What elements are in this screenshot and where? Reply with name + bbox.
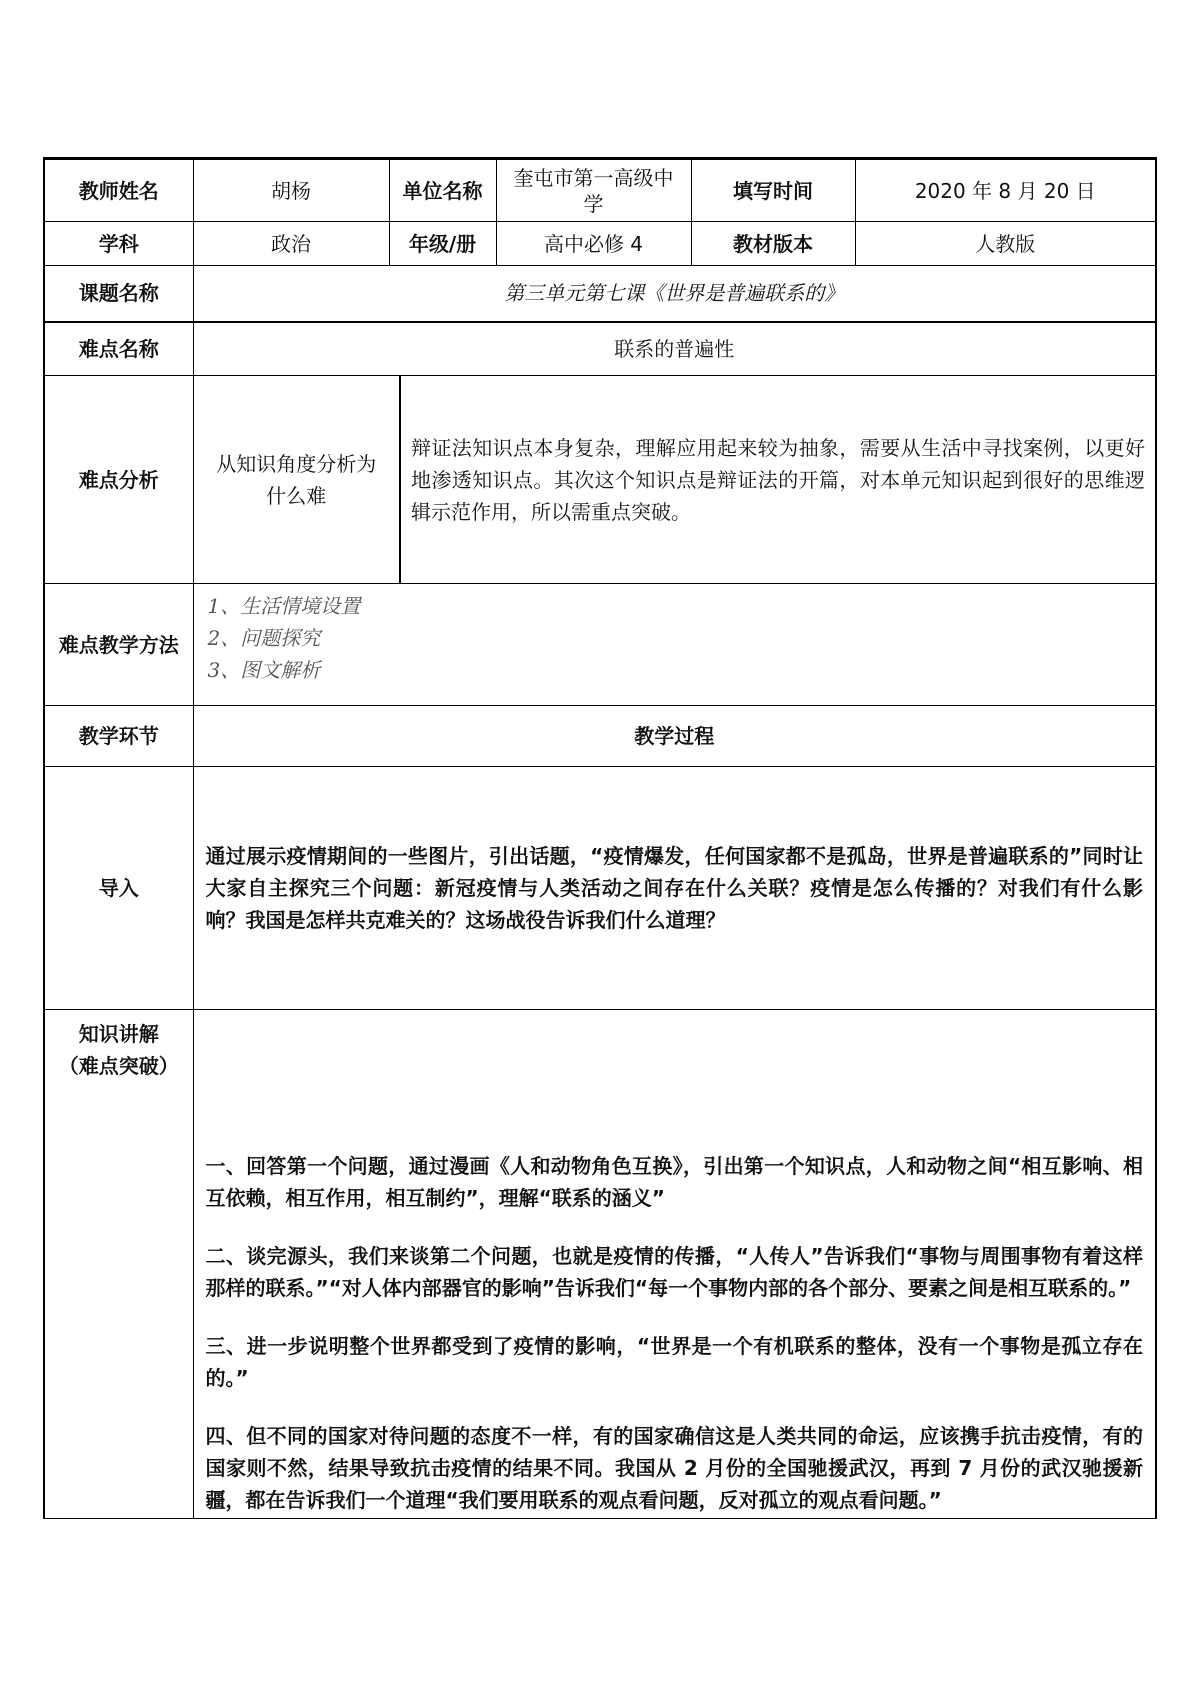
teacher-name-value: 胡杨: [193, 159, 389, 222]
analysis-label: 难点分析: [44, 376, 193, 584]
knowledge-paragraph: 三、进一步说明整个世界都受到了疫情的影响，“世界是一个有机联系的整体，没有一个事物是孤立存在的。”: [205, 1334, 1143, 1390]
method-item: 1、生活情境设置: [207, 594, 361, 618]
intro-label: 导入: [44, 767, 193, 1010]
subject-value: 政治: [193, 222, 389, 266]
analysis-text: 辩证法知识点本身复杂，理解应用起来较为抽象，需要从生活中寻找案例，以更好地渗透知识点。其次这个知识点是辩证法的开篇，对本单元知识起到很好的思维逻辑示范作用，所以需重点突破。: [400, 376, 1156, 584]
knowledge-label-line1: 知识讲解: [78, 1022, 159, 1046]
lesson-plan-form: [43, 157, 1155, 1519]
grade-value: 高中必修 4: [496, 222, 691, 266]
unit-name-label: 单位名称: [389, 159, 496, 222]
edition-value: 人教版: [855, 222, 1156, 266]
stage-header-label: 教学环节: [44, 706, 193, 767]
lesson-plan-table: [43, 157, 1157, 1519]
knowledge-paragraph: 一、回答第一个问题，通过漫画《人和动物角色互换》，引出第一个知识点，人和动物之间“相互影响、相互依赖，相互作用，相互制约”，理解“联系的涵义”: [205, 1154, 1143, 1210]
method-item: 3、图文解析: [207, 658, 321, 682]
knowledge-label-line2: （难点突破）: [58, 1054, 179, 1078]
knowledge-label: [44, 1010, 193, 1519]
fill-date-value: 2020 年 8 月 20 日: [855, 159, 1156, 222]
row-topic: [44, 266, 1156, 322]
row-knowledge: [44, 1010, 1156, 1519]
analysis-sub-label: 从知识角度分析为什么难: [193, 376, 400, 584]
fill-date-label: 填写时间: [691, 159, 855, 222]
row-methods: [44, 584, 1156, 706]
difficulty-value: 联系的普遍性: [193, 322, 1156, 376]
edition-label: 教材版本: [691, 222, 855, 266]
methods-label: 难点教学方法: [44, 584, 193, 706]
intro-text: 通过展示疫情期间的一些图片，引出话题，“疫情爆发，任何国家都不是孤岛，世界是普遍联系的”同时让大家自主探究三个问题：新冠疫情与人类活动之间存在什么关联？疫情是怎么传播的？对我们有什么影响？我国是怎样共克难关的？这场战役告诉我们什么道理？: [193, 767, 1156, 1010]
grade-label: 年级/册: [389, 222, 496, 266]
row-analysis: [44, 376, 1156, 584]
teacher-name-label: 教师姓名: [44, 159, 193, 222]
row-teacher: [44, 159, 1156, 222]
difficulty-label: 难点名称: [44, 322, 193, 376]
knowledge-paragraph: 四、但不同的国家对待问题的态度不一样，有的国家确信这是人类共同的命运，应该携手抗击疫情，有的国家则不然，结果导致抗击疫情的结果不同。我国从 2 月份的全国驰援武汉，再到 7 月份的武汉驰援新疆，都在告诉我们一个道理“我们要用联系的观点看问题，反对孤立的观点看问题。”: [205, 1424, 1143, 1512]
knowledge-body: [193, 1010, 1156, 1519]
process-header-label: 教学过程: [193, 706, 1156, 767]
method-item: 2、问题探究: [207, 626, 321, 650]
row-difficulty: [44, 322, 1156, 376]
row-intro: [44, 767, 1156, 1010]
row-process-header: [44, 706, 1156, 767]
topic-label: 课题名称: [44, 266, 193, 322]
topic-value: 第三单元第七课《世界是普遍联系的》: [193, 266, 1156, 322]
row-subject: [44, 222, 1156, 266]
subject-label: 学科: [44, 222, 193, 266]
unit-name-value: 奎屯市第一高级中学: [496, 159, 691, 222]
knowledge-paragraph: 二、谈完源头，我们来谈第二个问题，也就是疫情的传播，“人传人”告诉我们“事物与周围事物有着这样那样的联系。”“对人体内部器官的影响”告诉我们“每一个事物内部的各个部分、要素之间是相互联系的。”: [205, 1244, 1143, 1300]
methods-list: [193, 584, 1156, 706]
